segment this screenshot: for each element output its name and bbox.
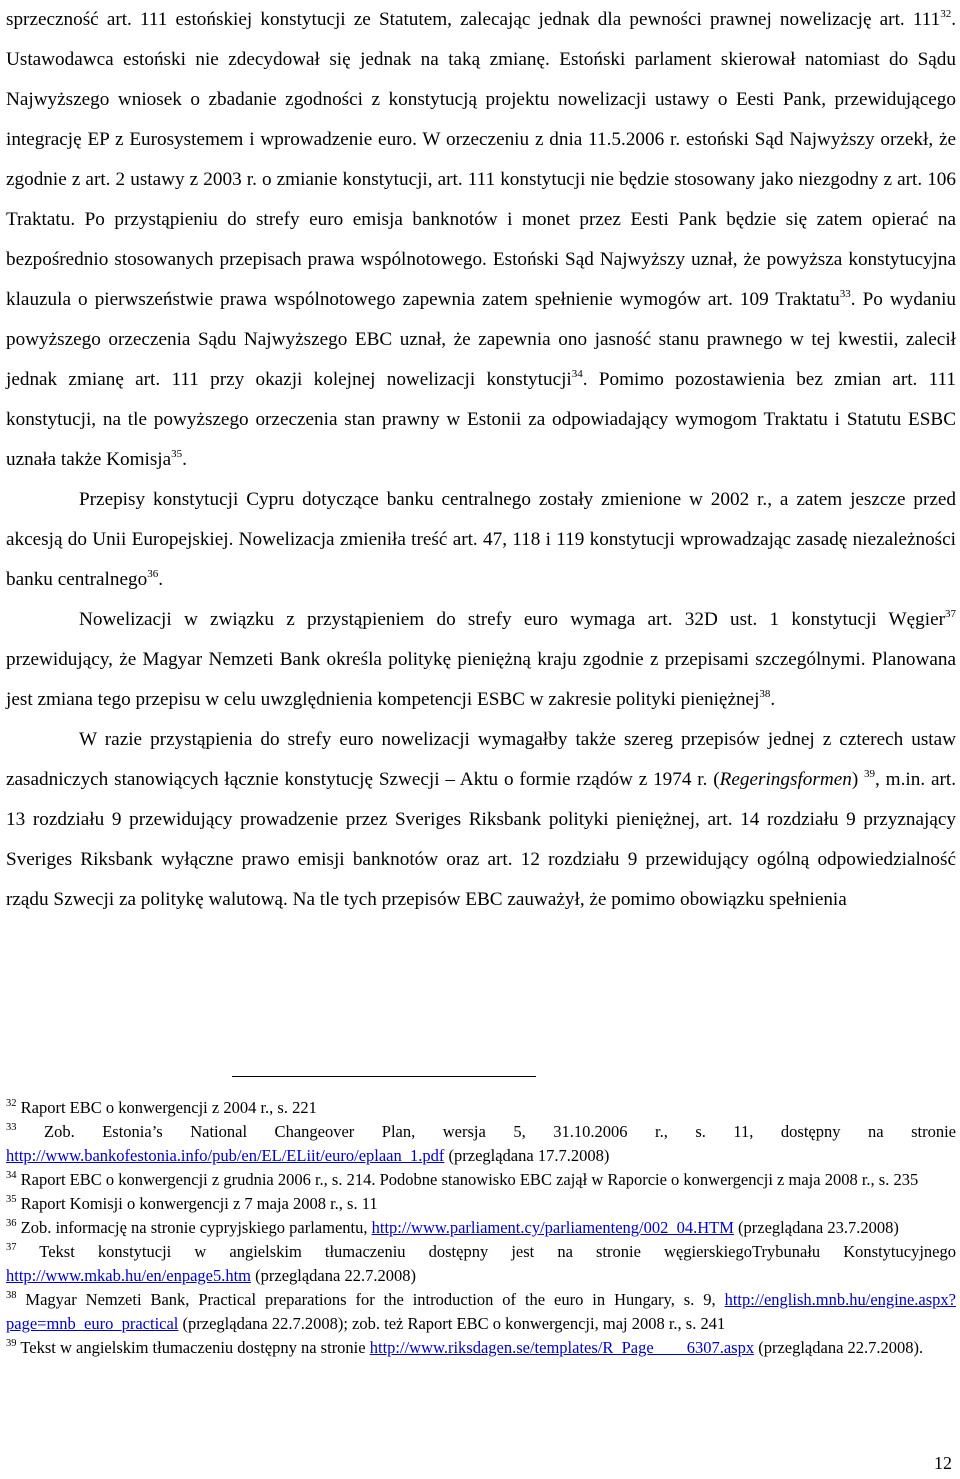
text-run: . Po wydaniu powyższego orzeczenia Sądu Najwyższego EBC uznał, że zapewnia ono jasność stanu prawnego w tej kwestii, zalecił jednak zmianę art. 111 przy okazji kolejnej nowelizacji konstytucji (6, 289, 957, 390)
footnote-number: 38 (6, 1290, 17, 1301)
text-run: sprzeczność art. 111 estońskiej konstytucji ze Statutem, zalecając jednak dla pewności prawnej nowelizację art. 111 (6, 9, 941, 30)
paragraph-hungary (6, 600, 956, 720)
text-run: W razie przystąpienia do strefy euro nowelizacji wymagałby także szereg przepisów jednej z czterech ustaw zasadniczych stanowiących łącznie konstytucję Szwecji – Aktu o formie rządów z 1974 r. ( (6, 729, 956, 790)
footnote-35 (6, 1192, 956, 1216)
footnote-text: Raport Komisji o konwergencji z 7 maja 2008 r., s. 11 (16, 1194, 378, 1213)
footnote-number: 34 (6, 1170, 17, 1181)
text-run: przewidujący, że Magyar Nemzeti Bank określa politykę pieniężną kraju zgodnie z przepisami szczególnymi. Planowana jest zmiana tego przepisu w celu uwzględnienia kompetencji ESBC w zakresie polityki pieniężnej (6, 649, 956, 710)
footnote-ref-35[interactable]: 35 (171, 448, 183, 460)
footnote-ref-32[interactable]: 32 (940, 8, 952, 20)
footnote-32 (6, 1096, 956, 1120)
footnote-ref-36[interactable]: 36 (147, 568, 159, 580)
text-run: . (182, 449, 187, 470)
italic-title: Regeringsformen (719, 769, 852, 790)
footnote-number: 33 (6, 1122, 17, 1133)
footnote-text: Raport EBC o konwergencji z 2004 r., s. 221 (16, 1098, 317, 1117)
footnote-ref-38[interactable]: 38 (759, 688, 771, 700)
footnote-text: Raport EBC o konwergencji z grudnia 2006 r., s. 214. Podobne stanowisko EBC zajął w Raporcie o konwergencji z maja 2008 r., s. 235 (16, 1170, 919, 1189)
footnote-34 (6, 1168, 956, 1192)
text-run: Nowelizacji w związku z przystąpieniem do strefy euro wymaga art. 32D ust. 1 konstytucji Węgier (79, 609, 945, 630)
paragraph-cyprus (6, 480, 956, 600)
document-page (6, 0, 957, 1357)
text-run: . (770, 689, 776, 710)
footnote-37 (6, 1240, 956, 1288)
footnote-text: Zob. Estonia’s National Changeover Plan, wersja 5, 31.10.2006 r., s. 11, dostępny na stronie (16, 1122, 956, 1141)
footnotes (6, 1096, 956, 1360)
footnote-text: Zob. informację na stronie cypryjskiego parlamentu, (16, 1218, 372, 1237)
footnote-link[interactable]: http://english.mnb.hu/engine.aspx?page=mnb_euro_practical (6, 1290, 956, 1333)
footnote-text: Tekst w angielskim tłumaczeniu dostępny na stronie (16, 1338, 370, 1357)
text-run: . Pomimo pozostawienia bez zmian art. 111 konstytucji, na tle powyższego orzeczenia stan prawny w Estonii za odpowiadający wymogom Traktatu i Statutu ESBC uznała także Komisja (6, 369, 956, 470)
footnote-39 (6, 1336, 956, 1360)
footnote-text: (przeglądana 22.7.2008) (251, 1266, 416, 1285)
main-text (6, 0, 956, 920)
footnote-number: 39 (6, 1338, 17, 1349)
footnote-text: (przeglądana 22.7.2008); zob. też Raport EBC o konwergencji, maj 2008 r., s. 241 (178, 1314, 726, 1333)
footnote-ref-33[interactable]: 33 (839, 288, 851, 300)
footnote-number: 36 (6, 1218, 17, 1229)
footnote-text: (przeglądana 23.7.2008) (733, 1218, 899, 1237)
footnote-36 (6, 1216, 956, 1240)
text-run: Przepisy konstytucji Cypru dotyczące banku centralnego zostały zmienione w 2002 r., a zatem jeszcze przed akcesją do Unii Europejskiej. Nowelizacja zmieniła treść art. 47, 118 i 119 konstytucji wprowadzając zasadę niezależności banku centralnego (6, 489, 956, 590)
footnote-number: 35 (6, 1194, 17, 1205)
footnote-ref-39[interactable]: 39 (864, 768, 876, 780)
footnote-number: 32 (6, 1098, 17, 1109)
text-run: . Ustawodawca estoński nie zdecydował się jednak na taką zmianę. Estoński parlament skierował natomiast do Sądu Najwyższego wniosek o zbadanie zgodności z konstytucją projektu nowelizacji ustawy o Eesti Pank, przewidującego integrację EP z Eurosystemem i wprowadzenie euro. W orzeczeniu z dnia 11.5.2006 r. estoński Sąd Najwyższy orzekł, że zgodnie z art. 2 ustawy z 2003 r. o zmianie konstytucji, art. 111 konstytucji nie będzie stosowany jako niezgodny z art. 106 Traktatu. Po przystąpieniu do strefy euro emisja banknotów i monet przez Eesti Pank będzie się zatem opierać na bezpośrednio stosowanych przepisach prawa wspólnotowego. Estoński Sąd Najwyższy uznał, że powyższa konstytucyjna klauzula o pierwszeństwie prawa wspólnotowego zapewnia zatem spełnienie wymogów art. 109 Traktatu (6, 9, 956, 310)
footnote-link[interactable]: http://www.bankofestonia.info/pub/en/EL/ELiit/euro/eplaan_1.pdf (6, 1146, 445, 1165)
text-run: . (158, 569, 163, 590)
footnote-text: Magyar Nemzeti Bank, Practical preparations for the introduction of the euro in Hungary, s. 9, (16, 1290, 725, 1309)
footnote-link[interactable]: http://www.parliament.cy/parliamenteng/002_04.HTM (371, 1218, 734, 1237)
paragraph-sweden (6, 720, 956, 920)
paragraph-estonia (6, 0, 956, 480)
footnote-ref-34[interactable]: 34 (571, 368, 583, 380)
footnote-text: Tekst konstytucji w angielskim tłumaczeniu dostępny jest na stronie węgierskiegoTrybunału Konstytucyjnego (16, 1242, 956, 1261)
footnote-33 (6, 1120, 956, 1168)
footnote-number: 37 (6, 1242, 17, 1253)
text-run: , m.in. art. 13 rozdziału 9 przewidujący prowadzenie przez Sveriges Riksbank polityki pieniężnej, art. 14 rozdziału 9 przyznający Sveriges Riksbank wyłączne prawo emisji banknotów oraz art. 12 rozdziału 9 przewidujący ogólną odpowiedzialność rządu Szwecji za politykę walutową. Na tle tych przepisów EBC zauważył, że pomimo obowiązku spełnienia (6, 769, 956, 910)
text-run: ) (851, 769, 865, 790)
footnote-38 (6, 1288, 956, 1336)
footnote-ref-37[interactable]: 37 (945, 608, 956, 620)
footnote-text: (przeglądana 17.7.2008) (444, 1146, 610, 1165)
footnote-separator (232, 1076, 536, 1077)
footnote-link[interactable]: http://www.riksdagen.se/templates/R_Page____6307.aspx (369, 1338, 755, 1357)
page-number: 12 (934, 1453, 952, 1473)
footnote-link[interactable]: http://www.mkab.hu/en/enpage5.htm (6, 1266, 252, 1285)
footnote-text: (przeglądana 22.7.2008). (754, 1338, 924, 1357)
